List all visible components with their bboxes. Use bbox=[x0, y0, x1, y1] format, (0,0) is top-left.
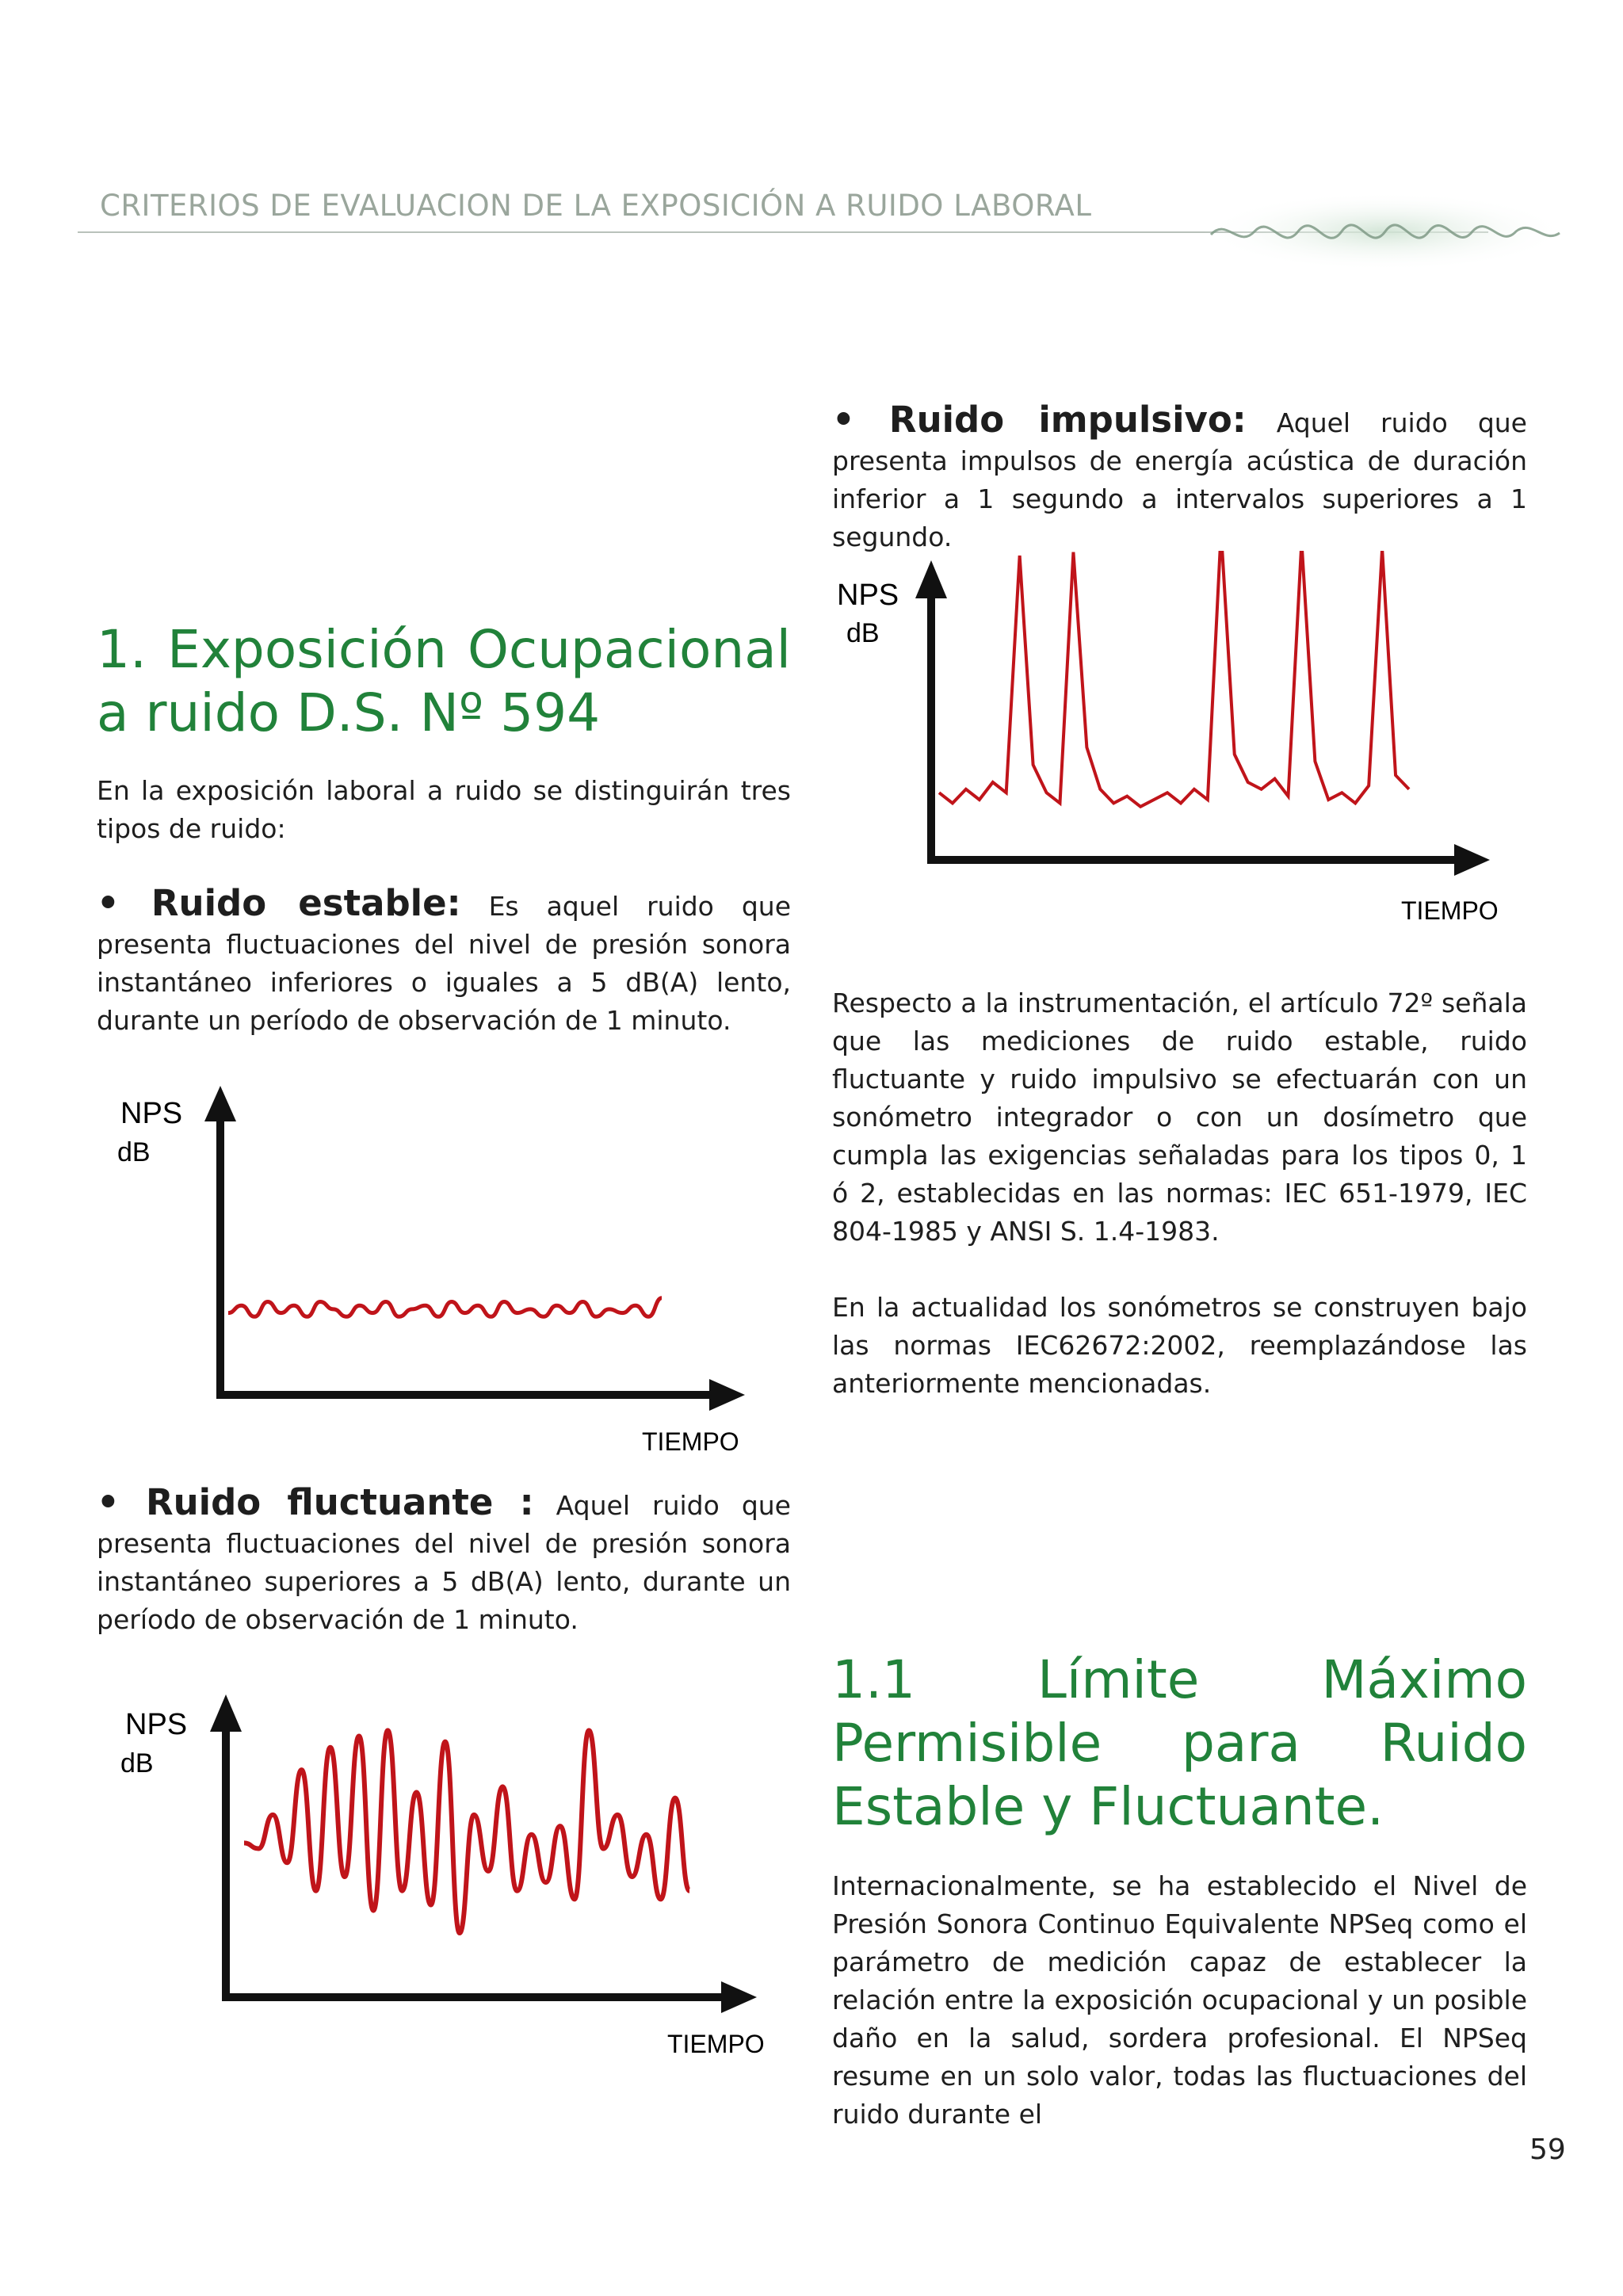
section-heading-1-1: 1.1 Límite Máximo Permisible para Ruido Estable y Fluctuante. bbox=[832, 1649, 1527, 1837]
actualidad-paragraph: En la actualidad los sonómetros se construyen bajo las normas IEC62672:2002, reemplazándose las anteriormente mencionadas. bbox=[832, 1292, 1527, 1399]
x-axis bbox=[222, 1981, 757, 2013]
x-axis bbox=[216, 1379, 745, 1411]
ruido-estable-lead: • Ruido estable: bbox=[97, 882, 461, 924]
y-axis bbox=[210, 1694, 242, 1997]
intro-paragraph: En la exposición laboral a ruido se distinguirán tres tipos de ruido: bbox=[97, 775, 791, 844]
ruido-fluctuante-series-line bbox=[244, 1730, 689, 1933]
ruido-fluctuante-lead: • Ruido fluctuante : bbox=[97, 1481, 534, 1523]
running-header bbox=[78, 170, 1488, 241]
x-axis-label: TIEMPO bbox=[1401, 896, 1499, 925]
running-header-title: CRITERIOS DE EVALUACION DE LA EXPOSICIÓN A RUIDO LABORAL bbox=[100, 189, 1092, 223]
y-axis-label: NPS bbox=[125, 1708, 188, 1741]
x-axis-label: TIEMPO bbox=[667, 2030, 765, 2058]
y-axis-label: NPS bbox=[120, 1097, 183, 1130]
chart-ruido-fluctuante-svg bbox=[103, 1688, 785, 2084]
y-axis-unit: dB bbox=[120, 1748, 154, 1778]
right-column-top bbox=[832, 401, 1527, 556]
ruido-impulsivo-text: Aquel ruido que presenta impulsos de energía acústica de duración inferior a 1 segundo a intervalos superiores a 1 segundo. bbox=[832, 407, 1527, 552]
ruido-estable-paragraph bbox=[97, 884, 791, 1040]
chart-ruido-impulsivo bbox=[824, 551, 1514, 931]
x-axis-label: TIEMPO bbox=[642, 1427, 739, 1456]
ruido-estable-text: Es aquel ruido que presenta fluctuaciones del nivel de presión sonora instantáneo inferiores o iguales a 5 dB(A) lento, durante un período de observación de 1 minuto. bbox=[97, 891, 791, 1036]
header-wave-decoration bbox=[1203, 185, 1568, 273]
ruido-fluctuante-text: Aquel ruido que presenta fluctuaciones del nivel de presión sonora instantáneo superiores a 5 dB(A) lento, durante un período de observación de 1 minuto. bbox=[97, 1490, 791, 1635]
left-column-lower bbox=[97, 1481, 791, 1639]
ruido-estable-series-line bbox=[228, 1298, 662, 1317]
npseq-paragraph: Internacionalmente, se ha establecido el Nivel de Presión Sonora Continuo Equivalente NPSeq como el parámetro de medición capaz de establecer la relación entre la exposición ocupacional y un posible daño en la salud, sordera profesional. El NPSeq resume en un solo valor, todas las fluctuaciones del ruido durante el bbox=[832, 1870, 1527, 2130]
chart-ruido-estable-svg bbox=[103, 1082, 753, 1462]
y-axis-unit: dB bbox=[846, 618, 880, 648]
left-column bbox=[97, 618, 791, 1040]
ruido-fluctuante-paragraph bbox=[97, 1481, 791, 1639]
y-axis bbox=[915, 560, 947, 860]
chart-ruido-fluctuante bbox=[103, 1688, 785, 2084]
instrumentacion-paragraph: Respecto a la instrumentación, el artículo 72º señala que las mediciones de ruido estable, ruido fluctuante y ruido impulsivo se efectuarán con un sonómetro integrador o con un dosímetro que cumpla las exigencias señaladas para los tipos 0, 1 ó 2, establecidas en las normas: IEC 651-1979, IEC 804-1985 y ANSI S. 1.4-1983. bbox=[832, 988, 1527, 1247]
ruido-impulsivo-series-line bbox=[939, 551, 1409, 807]
right-column-bottom bbox=[832, 1648, 1527, 2134]
chart-ruido-impulsivo-svg bbox=[824, 551, 1514, 931]
ruido-impulsivo-paragraph bbox=[832, 401, 1527, 556]
ruido-impulsivo-lead: • Ruido impulsivo: bbox=[832, 399, 1247, 441]
y-axis-unit: dB bbox=[117, 1137, 151, 1167]
page-number: 59 bbox=[1529, 2134, 1566, 2166]
y-axis bbox=[204, 1086, 236, 1395]
right-column-middle bbox=[832, 984, 1527, 1403]
section-heading-1: 1. Exposición Ocupacional a ruido D.S. Nº 594 bbox=[97, 619, 791, 743]
y-axis-label: NPS bbox=[837, 579, 899, 612]
chart-ruido-estable bbox=[103, 1082, 753, 1462]
x-axis bbox=[927, 844, 1490, 876]
